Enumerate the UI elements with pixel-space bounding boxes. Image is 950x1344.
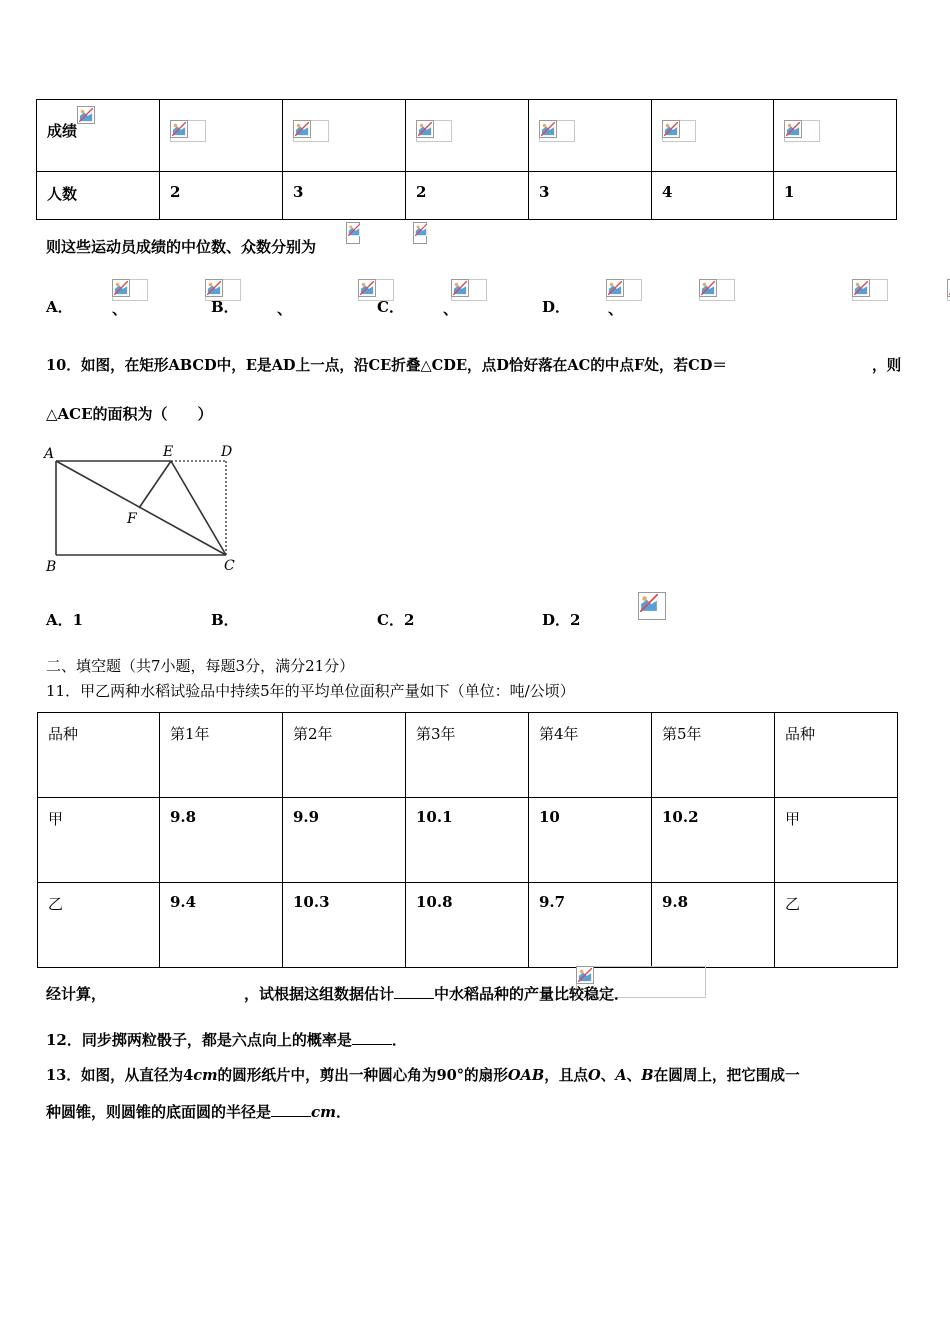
q9-stem: 则这些运动员成绩的中位数、众数分别为: [46, 238, 317, 256]
header-cell: 品种: [775, 713, 898, 798]
count-cell: 2: [160, 172, 283, 220]
image-placeholder-icon: [852, 279, 888, 301]
q13-stem-line1: 13．如图，从直径为4cm的圆形纸片中，剪出一种圆心角为90°的扇形OAB，且点O、A、B在圆周上，把它围成一: [46, 1067, 800, 1084]
label-b: B: [46, 559, 57, 575]
scores-table: [36, 99, 897, 220]
separator-mark: 、: [443, 300, 459, 318]
diagonal-ac: [56, 461, 226, 555]
yield-cell: 10: [529, 798, 652, 883]
image-placeholder-icon: [638, 592, 666, 620]
table-row: [38, 798, 898, 883]
image-placeholder-icon: [170, 120, 206, 142]
yield-cell: 10.3: [283, 883, 406, 968]
q10-option-b[interactable]: B．: [211, 611, 239, 629]
header-cell: 第2年: [283, 713, 406, 798]
q9-option-c[interactable]: C．: [377, 298, 404, 316]
variety-cell: 乙: [775, 883, 898, 968]
label-f: F: [127, 511, 137, 527]
q10-option-d[interactable]: D．2: [542, 611, 581, 629]
count-cell: 1: [774, 172, 897, 220]
header-cell: 品种: [38, 713, 160, 798]
variety-cell: 乙: [38, 883, 160, 968]
yield-cell: 10.1: [406, 798, 529, 883]
count-cell: 4: [652, 172, 774, 220]
header-cell: 第4年: [529, 713, 652, 798]
yield-cell: 10.2: [652, 798, 775, 883]
image-placeholder-icon: [784, 120, 820, 142]
image-placeholder-icon: [416, 120, 452, 142]
yield-cell: 10.8: [406, 883, 529, 968]
q10-figure: [40, 440, 240, 576]
score-cell: [160, 100, 283, 172]
image-placeholder-icon: [293, 120, 329, 142]
header-cell: 第5年: [652, 713, 775, 798]
score-cell: [283, 100, 406, 172]
label-c: C: [224, 558, 235, 574]
score-cell: [529, 100, 652, 172]
count-cell: 3: [283, 172, 406, 220]
q11-stem: 11．甲乙两种水稻试验品中持续5年的平均单位面积产量如下（单位：吨/公顷）: [46, 682, 575, 700]
q10-option-a[interactable]: A．1: [46, 611, 84, 629]
q10-option-c[interactable]: C．2: [377, 611, 415, 629]
count-row-label: 人数: [37, 172, 160, 220]
q10-stem-line1-end: ，则: [872, 357, 902, 374]
segment-ec: [171, 461, 226, 555]
image-placeholder-icon: [77, 106, 95, 124]
q11-after-text: ，试根据这组数据估计 中水稻品种的产量比较稳定．: [244, 985, 630, 1003]
yield-cell: 9.7: [529, 883, 652, 968]
q9-option-b[interactable]: B．: [211, 298, 239, 316]
q12-stem: 12．同步掷两粒骰子，都是六点向上的概率是 ．: [46, 1031, 407, 1049]
variety-cell: 甲: [775, 798, 898, 883]
score-cell: [652, 100, 774, 172]
header-cell: 第1年: [160, 713, 283, 798]
q11-after-prefix: 经计算，: [46, 985, 107, 1003]
label-e: E: [163, 444, 174, 460]
section-title: 二、填空题（共7小题，每题3分，满分21分）: [46, 657, 355, 675]
table-row: [38, 883, 898, 968]
header-cell: 第3年: [406, 713, 529, 798]
image-placeholder-icon: [413, 222, 427, 244]
count-cell: 2: [406, 172, 529, 220]
score-cell: [406, 100, 529, 172]
answer-blank[interactable]: [394, 984, 434, 999]
yield-cell: 9.4: [160, 883, 283, 968]
q10-stem-line1: 10．如图，在矩形ABCD中，E是AD上一点，沿CE折叠△CDE，点D恰好落在AC的中点F处，若CD＝: [46, 357, 728, 374]
answer-blank[interactable]: [352, 1030, 392, 1045]
yield-cell: 9.8: [160, 798, 283, 883]
separator-mark: 、: [112, 300, 128, 318]
answer-blank[interactable]: [271, 1102, 311, 1117]
q13-stem-line2: 种圆锥，则圆锥的底面圆的半径是 cm．: [46, 1103, 352, 1121]
image-placeholder-icon: [346, 222, 360, 244]
image-placeholder-icon: [539, 120, 575, 142]
separator-mark: 、: [608, 300, 624, 318]
score-cell: [774, 100, 897, 172]
rice-yield-table: [37, 712, 898, 968]
count-cell: 3: [529, 172, 652, 220]
image-placeholder-icon: [662, 120, 696, 142]
separator-mark: 、: [277, 300, 293, 318]
label-a: A: [44, 446, 55, 462]
yield-cell: 9.9: [283, 798, 406, 883]
q10-stem-line2: △ACE的面积为（ ）: [46, 405, 213, 423]
variety-cell: 甲: [38, 798, 160, 883]
q9-option-a[interactable]: A．: [46, 298, 73, 316]
image-placeholder-icon: [699, 279, 735, 301]
yield-cell: 9.8: [652, 883, 775, 968]
score-row-label: 成绩: [37, 100, 160, 172]
label-d: D: [221, 444, 233, 460]
q9-option-d[interactable]: D．: [542, 298, 571, 316]
segment-ef: [139, 461, 171, 508]
